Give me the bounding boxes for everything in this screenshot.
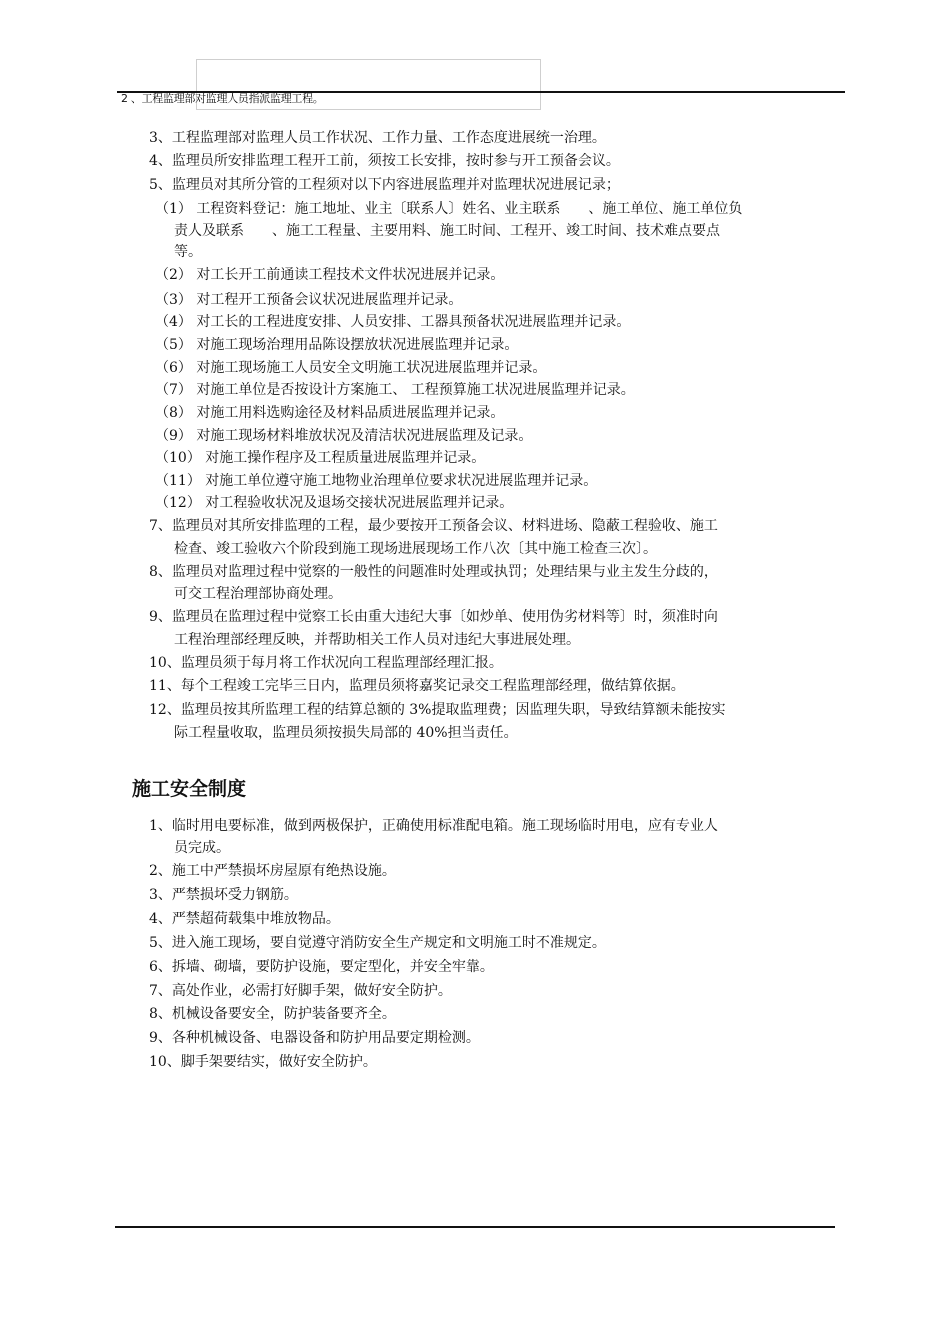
supervision-item-9-line-2: 工程治理部经理反映，并帮助相关工作人员对违纪大事进展处理。 xyxy=(174,632,580,648)
safety-item-7: 7、高处作业，必需打好脚手架，做好安全防护。 xyxy=(149,983,452,999)
supervision-sub-9: （9） 对施工现场材料堆放状况及清洁状况进展监理及记录。 xyxy=(155,428,533,444)
supervision-sub-11: （11） 对施工单位遵守施工地物业治理单位要求状况进展监理并记录。 xyxy=(155,473,598,489)
supervision-item-12-line-1: 12、监理员按其所监理工程的结算总额的 3%提取监理费；因监理失职，导致结算额未能按实 xyxy=(149,702,726,718)
safety-item-3: 3、严禁损坏受力钢筋。 xyxy=(149,887,298,903)
supervision-item-12-line-2: 际工程量收取，监理员须按损失局部的 40%担当责任。 xyxy=(174,725,518,741)
supervision-item-3: 3、工程监理部对监理人员工作状况、工作力量、工作态度进展统一治理。 xyxy=(149,130,606,146)
safety-item-4: 4、严禁超荷载集中堆放物品。 xyxy=(149,911,340,927)
safety-item-2: 2、施工中严禁损坏房屋原有绝热设施。 xyxy=(149,863,396,879)
safety-item-9: 9、各种机械设备、电器设备和防护用品要定期检测。 xyxy=(149,1030,480,1046)
supervision-sub-3: （3） 对工程开工预备会议状况进展监理并记录。 xyxy=(155,292,463,308)
supervision-sub-1-line-3: 等。 xyxy=(174,244,202,260)
supervision-item-8-line-2: 可交工程治理部协商处理。 xyxy=(174,586,342,602)
supervision-item-10: 10、监理员须于每月将工作状况向工程监理部经理汇报。 xyxy=(149,655,503,671)
supervision-sub-2: （2） 对工长开工前通读工程技术文件状况进展并记录。 xyxy=(155,267,505,283)
supervision-sub-6: （6） 对施工现场施工人员安全文明施工状况进展监理并记录。 xyxy=(155,360,547,376)
supervision-item-4: 4、监理员所安排监理工程开工前，须按工长安排，按时参与开工预备会议。 xyxy=(149,153,620,169)
header-text: 2 、工程监理部对监理人员指派监理工程。 xyxy=(121,92,324,105)
safety-item-1-line-1: 1、临时用电要标准，做到两极保护，正确使用标准配电箱。施工现场临时用电，应有专业人 xyxy=(149,818,718,834)
supervision-sub-10: （10） 对施工操作程序及工程质量进展监理并记录。 xyxy=(155,450,486,466)
supervision-item-9-line-1: 9、监理员在监理过程中觉察工长由重大违纪大事〔如炒单、使用伪劣材料等〕时，须准时向 xyxy=(149,609,718,625)
supervision-sub-8: （8） 对施工用料选购途径及材料品质进展监理并记录。 xyxy=(155,405,505,421)
supervision-sub-5: （5） 对施工现场治理用品陈设摆放状况进展监理并记录。 xyxy=(155,337,519,353)
supervision-item-5: 5、监理员对其所分管的工程须对以下内容进展监理并对监理状况进展记录； xyxy=(149,177,620,193)
safety-item-10: 10、脚手架要结实，做好安全防护。 xyxy=(149,1054,377,1070)
supervision-sub-1-line-1: （1） 工程资料登记：施工地址、业主〔联系人〕姓名、业主联系 、施工单位、施工单位负 xyxy=(155,201,743,217)
supervision-sub-1-line-2: 责人及联系 、施工工程量、主要用料、施工时间、工程开、竣工时间、技术难点要点 xyxy=(174,223,720,239)
supervision-item-7-line-1: 7、监理员对其所安排监理的工程，最少要按开工预备会议、材料进场、隐蔽工程验收、施工 xyxy=(149,518,718,534)
safety-item-8: 8、机械设备要安全，防护装备要齐全。 xyxy=(149,1006,396,1022)
supervision-item-11: 11、每个工程竣工完毕三日内，监理员须将嘉奖记录交工程监理部经理，做结算依据。 xyxy=(149,678,685,694)
safety-item-6: 6、拆墙、砌墙，要防护设施，要定型化，并安全牢靠。 xyxy=(149,959,494,975)
safety-item-1-line-2: 员完成。 xyxy=(174,840,230,856)
supervision-sub-7: （7） 对施工单位是否按设计方案施工、 工程预算施工状况进展监理并记录。 xyxy=(155,382,635,398)
safety-item-5: 5、进入施工现场，要自觉遵守消防安全生产规定和文明施工时不准规定。 xyxy=(149,935,606,951)
safety-section-title: 施工安全制度 xyxy=(132,778,247,800)
footer-rule xyxy=(115,1226,835,1228)
supervision-item-8-line-1: 8、监理员对监理过程中觉察的一般性的问题准时处理或执罚；处理结果与业主发生分歧的， xyxy=(149,564,718,580)
supervision-sub-12: （12） 对工程验收状况及退场交接状况进展监理并记录。 xyxy=(155,495,514,511)
supervision-item-7-line-2: 检查、竣工验收六个阶段到施工现场进展现场工作八次〔其中施工检查三次〕。 xyxy=(174,541,657,557)
supervision-sub-4: （4） 对工长的工程进度安排、人员安排、工器具预备状况进展监理并记录。 xyxy=(155,314,631,330)
